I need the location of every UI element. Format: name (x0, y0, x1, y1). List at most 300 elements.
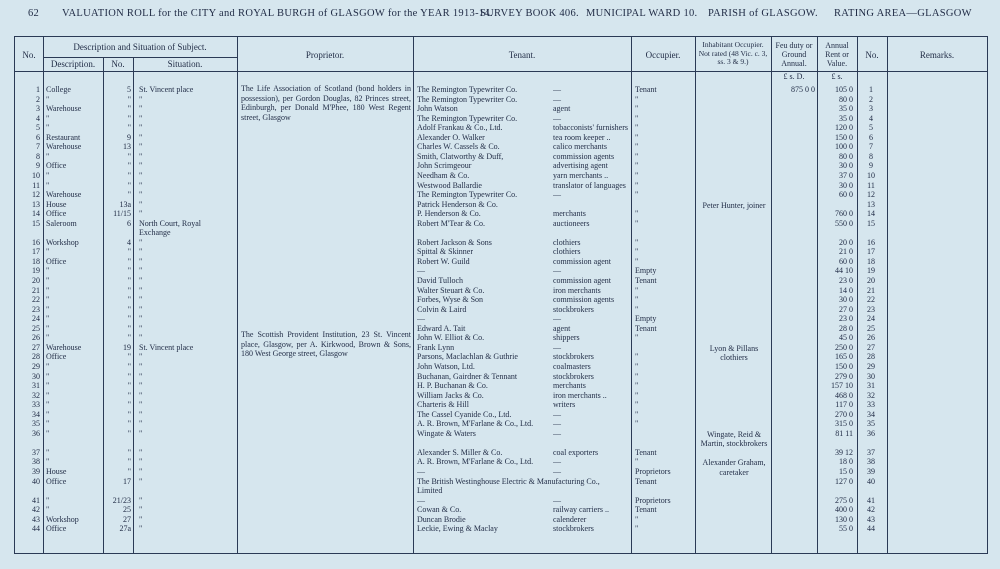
row-tenant-occupation: — (553, 428, 561, 438)
row-description: " (46, 428, 50, 438)
table-row (15, 343, 987, 353)
row-annual-rent: 315 0 (835, 419, 853, 429)
row-tenant-occupation: — (553, 113, 561, 123)
table-row (15, 362, 987, 372)
row-occupier: " (635, 256, 639, 266)
row-number-right: 11 (867, 180, 875, 190)
row-tenant: The Remington Typewriter Co. (417, 85, 518, 94)
row-annual-rent: 130 0 (835, 514, 853, 524)
row-situation: " (139, 409, 143, 419)
row-street-number: " (127, 123, 131, 133)
row-occupier: " (635, 209, 639, 219)
row-street-number: " (127, 361, 131, 371)
row-tenant-occupation: — (553, 419, 561, 429)
row-tenant-occupation: translator of languages (553, 180, 626, 190)
row-annual-rent: 80 0 (839, 94, 853, 104)
row-street-number: " (127, 94, 131, 104)
page-number: 62 (28, 8, 40, 19)
table-row (15, 228, 987, 238)
row-occupier: " (635, 457, 639, 467)
row-annual-rent: 35 0 (839, 104, 853, 114)
row-description: Workshop (46, 514, 79, 524)
row-tenant: — (417, 467, 425, 476)
row-description: " (46, 276, 50, 285)
row-number-right: 19 (867, 266, 875, 276)
row-number-right: 31 (867, 381, 875, 391)
row-description: Office (46, 256, 67, 266)
row-annual-rent: 400 0 (835, 505, 853, 515)
row-occupier: " (635, 361, 639, 371)
row-street-number: " (127, 409, 131, 419)
table-row (15, 219, 987, 229)
row-number: 41 (32, 495, 40, 505)
row-number: 1 (36, 85, 40, 94)
row-tenant: Cowan & Co. (417, 505, 462, 515)
row-annual-rent: 120 0 (835, 123, 853, 133)
row-number: 36 (32, 428, 40, 438)
row-description: " (46, 151, 50, 161)
row-number: 30 (32, 371, 40, 381)
row-tenant: Needham & Co. (417, 170, 470, 180)
row-number-right: 24 (867, 314, 875, 324)
row-situation: " (139, 333, 143, 343)
row-tenant-occupation: tobacconists' furnishers (553, 123, 628, 133)
row-situation: " (139, 304, 143, 314)
row-tenant: Adolf Frankau & Co., Ltd. (417, 123, 503, 133)
row-street-number: " (127, 457, 131, 467)
row-description: " (46, 400, 50, 410)
row-tenant: Limited (417, 486, 443, 496)
row-number-right: 6 (869, 132, 873, 142)
row-description: Restaurant (46, 132, 81, 142)
table-row (15, 305, 987, 315)
row-description: Warehouse (46, 142, 82, 152)
row-tenant: Alexander S. Miller & Co. (417, 447, 503, 457)
row-situation: " (139, 123, 143, 133)
row-situation: " (139, 209, 143, 219)
row-number: 4 (36, 113, 40, 123)
row-occupier: " (635, 285, 639, 295)
row-tenant: John W. Elliot & Co. (417, 333, 485, 343)
row-description: " (46, 495, 50, 505)
row-annual-rent: 15 0 (839, 467, 853, 476)
row-tenant-occupation: — (553, 467, 561, 476)
row-tenant: Walter Steuart & Co. (417, 285, 485, 295)
row-description: " (46, 409, 50, 419)
row-situation: " (139, 361, 143, 371)
row-description: College (46, 85, 71, 94)
row-description: " (46, 94, 50, 104)
table-row (15, 123, 987, 133)
row-number-right: 7 (869, 142, 873, 152)
row-number: 38 (32, 457, 40, 467)
table-row (15, 515, 987, 525)
row-number-right: 1 (869, 85, 873, 94)
table-row (15, 85, 987, 95)
row-number: 8 (36, 151, 40, 161)
row-tenant: John Watson (417, 104, 458, 114)
row-tenant: Spittal & Skinner (417, 247, 473, 257)
row-description: Office (46, 476, 67, 486)
row-tenant: Buchanan, Gairdner & Tennant (417, 371, 518, 381)
row-street-number: 19 (123, 342, 131, 352)
row-description: " (46, 266, 50, 276)
row-annual-rent: 270 0 (835, 409, 853, 419)
row-occupier: " (635, 190, 639, 200)
row-description: " (46, 361, 50, 371)
row-tenant-occupation: — (553, 314, 561, 324)
row-situation: " (139, 352, 143, 362)
row-situation: " (139, 381, 143, 391)
row-tenant: Patrick Henderson & Co. (417, 199, 498, 209)
row-situation: " (139, 428, 143, 438)
row-tenant-occupation: merchants (553, 381, 586, 391)
row-tenant: Robert M'Tear & Co. (417, 218, 485, 228)
row-tenant-occupation: agent (553, 104, 571, 114)
row-street-number: " (127, 113, 131, 123)
row-situation: " (139, 476, 143, 486)
row-number: 15 (32, 218, 40, 228)
row-number-right: 25 (867, 323, 875, 333)
row-number-right: 38 (867, 457, 875, 467)
table-row (15, 467, 987, 477)
row-tenant-occupation: stockbrokers (553, 352, 594, 362)
row-tenant-occupation: shippers (553, 333, 580, 343)
row-street-number: " (127, 285, 131, 295)
row-number-right: 3 (869, 104, 873, 114)
row-occupier: " (635, 237, 639, 247)
row-number-right: 44 (867, 524, 875, 534)
row-situation: " (139, 323, 143, 333)
row-situation: " (139, 104, 143, 114)
table-row (15, 286, 987, 296)
col-header-description: Description. (50, 59, 96, 69)
roll-title: VALUATION ROLL for the CITY and ROYAL BURGH of GLASGOW for the YEAR 1913-14. (62, 8, 493, 19)
row-situation: " (139, 285, 143, 295)
col-header-number: No. (111, 59, 125, 69)
row-number: 23 (32, 304, 40, 314)
row-description: " (46, 457, 50, 467)
table-row (15, 429, 987, 439)
table-row (15, 352, 987, 362)
row-street-number: " (127, 266, 131, 276)
row-tenant: Wingate & Waters (417, 428, 476, 438)
page-header (28, 8, 978, 24)
row-street-number: " (127, 247, 131, 257)
row-occupier: " (635, 161, 639, 171)
row-number: 37 (32, 447, 40, 457)
row-number-right: 21 (867, 285, 875, 295)
row-tenant-occupation: stockbrokers (553, 304, 594, 314)
rent-currency: £ s. (831, 72, 843, 81)
table-row (15, 372, 987, 382)
row-occupier: Empty (635, 314, 657, 324)
survey-book: SURVEY BOOK 406. (480, 8, 579, 19)
row-number-right: 33 (867, 400, 875, 410)
col-header-no: No. (22, 50, 36, 60)
row-annual-rent: 39 12 (835, 447, 853, 457)
row-street-number: " (127, 180, 131, 190)
row-description: " (46, 419, 50, 429)
row-description: " (46, 285, 50, 295)
row-street-number: " (127, 161, 131, 171)
inhabitant-note: Wingate, Reid & Martin, stockbrokers (700, 429, 768, 449)
row-description: " (46, 247, 50, 257)
valuation-table (14, 36, 988, 554)
row-number: 28 (32, 352, 40, 362)
row-number: 5 (36, 123, 40, 133)
row-number: 12 (32, 190, 40, 200)
table-row (15, 209, 987, 219)
municipal-ward: MUNICIPAL WARD 10. (586, 8, 698, 19)
row-occupier: Tenant (635, 447, 657, 457)
table-row (15, 133, 987, 143)
row-number-right: 15 (867, 218, 875, 228)
row-tenant-occupation: — (553, 495, 561, 505)
row-occupier: " (635, 390, 639, 400)
row-number-right: 40 (867, 476, 875, 486)
parish: PARISH of GLASGOW. (708, 8, 818, 19)
row-tenant-occupation: agent (553, 323, 571, 333)
row-street-number: " (127, 276, 131, 285)
inhabitant-note: Lyon & Pillans clothiers (709, 343, 759, 363)
row-occupier: " (635, 104, 639, 114)
row-tenant: — (417, 495, 425, 505)
row-situation: " (139, 237, 143, 247)
row-situation: " (139, 314, 143, 324)
row-annual-rent: 30 0 (839, 295, 853, 305)
row-occupier: Empty (635, 266, 657, 276)
row-tenant-occupation: — (553, 266, 561, 276)
row-description: Warehouse (46, 342, 82, 352)
row-number-right: 22 (867, 295, 875, 305)
row-annual-rent: 44 10 (835, 266, 853, 276)
row-situation: St. Vincent place (139, 342, 194, 352)
row-annual-rent: 81 11 (835, 428, 853, 438)
row-tenant: Charles W. Cassels & Co. (417, 142, 500, 152)
row-number: 7 (36, 142, 40, 152)
row-street-number: 13a (119, 199, 131, 209)
row-situation: " (139, 161, 143, 171)
row-situation: " (139, 295, 143, 305)
row-street-number: 17 (123, 476, 131, 486)
row-annual-rent: 80 0 (839, 151, 853, 161)
row-tenant: John Scrimgeour (417, 161, 472, 171)
row-situation: " (139, 151, 143, 161)
table-row (15, 181, 987, 191)
row-annual-rent: 275 0 (835, 495, 853, 505)
row-tenant-occupation: auctioneers (553, 218, 590, 228)
row-number-right: 30 (867, 371, 875, 381)
row-occupier: " (635, 352, 639, 362)
row-number-right: 35 (867, 419, 875, 429)
row-description: " (46, 123, 50, 133)
row-description: House (46, 199, 67, 209)
row-occupier: " (635, 295, 639, 305)
row-situation: " (139, 190, 143, 200)
row-tenant: John Watson, Ltd. (417, 361, 475, 371)
row-occupier: Tenant (635, 505, 657, 515)
row-number: 29 (32, 361, 40, 371)
row-street-number: " (127, 151, 131, 161)
row-occupier: " (635, 113, 639, 123)
row-street-number: 4 (127, 237, 131, 247)
row-tenant: Charteris & Hill (417, 400, 469, 410)
row-annual-rent: 760 0 (835, 209, 853, 219)
row-annual-rent: 127 0 (835, 476, 853, 486)
row-occupier: " (635, 381, 639, 391)
table-row (15, 114, 987, 124)
row-number-right: 20 (867, 276, 875, 285)
row-description: " (46, 180, 50, 190)
row-tenant-occupation: stockbrokers (553, 524, 594, 534)
row-situation: " (139, 419, 143, 429)
row-tenant-occupation: commission agent (553, 276, 611, 285)
row-situation: St. Vincent place (139, 85, 194, 94)
row-description: Workshop (46, 237, 79, 247)
row-description: Saleroom (46, 218, 77, 228)
table-row (15, 496, 987, 506)
feu-currency: £ s. D. (783, 72, 805, 81)
row-situation: " (139, 113, 143, 123)
row-number: 22 (32, 295, 40, 305)
col-header-feu-duty: Feu duty or Ground Annual. (775, 41, 813, 68)
row-description: " (46, 505, 50, 515)
row-situation: " (139, 495, 143, 505)
row-number: 6 (36, 132, 40, 142)
row-street-number: 13 (123, 142, 131, 152)
row-situation: " (139, 266, 143, 276)
row-annual-rent: 250 0 (835, 342, 853, 352)
row-occupier: " (635, 524, 639, 534)
row-annual-rent: 23 0 (839, 276, 853, 285)
row-tenant: Alexander O. Walker (417, 132, 485, 142)
row-number-right: 5 (869, 123, 873, 133)
row-street-number: " (127, 304, 131, 314)
row-situation: " (139, 256, 143, 266)
row-description: " (46, 447, 50, 457)
row-number-right: 9 (869, 161, 873, 171)
row-number-right: 17 (867, 247, 875, 257)
row-annual-rent: 60 0 (839, 256, 853, 266)
row-number-right: 36 (867, 428, 875, 438)
table-row (15, 171, 987, 181)
row-annual-rent: 150 0 (835, 361, 853, 371)
row-number: 9 (36, 161, 40, 171)
row-number: 40 (32, 476, 40, 486)
proprietor-scottish-provident: The Scottish Provident Institution, 23 St. Vincent place, Glasgow, per A. Kirkwood, Brown & Sons, 180 West George street, Glasgow (241, 330, 411, 358)
row-annual-rent: 117 0 (835, 400, 853, 410)
table-row (15, 381, 987, 391)
row-tenant-occupation: — (553, 190, 561, 200)
row-annual-rent: 18 0 (839, 457, 853, 467)
row-street-number: " (127, 428, 131, 438)
table-row (15, 438, 987, 448)
row-street-number: " (127, 104, 131, 114)
table-row (15, 152, 987, 162)
row-tenant: Leckie, Ewing & Maclay (417, 524, 498, 534)
row-number: 3 (36, 104, 40, 114)
row-street-number: " (127, 381, 131, 391)
row-number-right: 23 (867, 304, 875, 314)
row-number-right: 10 (867, 170, 875, 180)
row-tenant-occupation: — (553, 457, 561, 467)
row-situation: " (139, 390, 143, 400)
row-tenant-occupation: clothiers (553, 237, 581, 247)
row-number: 13 (32, 199, 40, 209)
row-tenant-occupation: merchants (553, 209, 586, 219)
table-row (15, 95, 987, 105)
row-occupier: " (635, 151, 639, 161)
row-number: 17 (32, 247, 40, 257)
row-description: House (46, 467, 67, 476)
row-occupier: " (635, 409, 639, 419)
row-number: 24 (32, 314, 40, 324)
row-occupier: " (635, 371, 639, 381)
row-annual-rent: 45 0 (839, 333, 853, 343)
inhabitant-note: Peter Hunter, joiner (702, 200, 766, 210)
row-number: 35 (32, 419, 40, 429)
row-tenant-occupation: iron merchants (553, 285, 601, 295)
row-description: " (46, 371, 50, 381)
row-occupier: " (635, 132, 639, 142)
row-tenant-occupation: writers (553, 400, 576, 410)
table-row (15, 190, 987, 200)
row-tenant: P. Henderson & Co. (417, 209, 481, 219)
row-tenant-occupation: railway carriers .. (553, 505, 609, 515)
row-number: 34 (32, 409, 40, 419)
row-tenant-occupation: commission agents (553, 295, 615, 305)
row-number-right: 16 (867, 237, 875, 247)
row-tenant: A. R. Brown, M'Farlane & Co., Ltd. (417, 457, 534, 467)
row-street-number: " (127, 190, 131, 200)
table-row (15, 276, 987, 286)
row-number-right: 26 (867, 333, 875, 343)
row-number: 32 (32, 390, 40, 400)
row-number-right: 13 (867, 199, 875, 209)
row-street-number: 5 (127, 85, 131, 94)
row-tenant: — (417, 314, 425, 324)
row-number-right: 4 (869, 113, 873, 123)
row-occupier: Tenant (635, 276, 657, 285)
row-tenant-occupation: — (553, 342, 561, 352)
row-annual-rent: 150 0 (835, 132, 853, 142)
row-description: " (46, 314, 50, 324)
row-situation: " (139, 447, 143, 457)
row-tenant-occupation: coal exporters (553, 447, 599, 457)
row-number: 19 (32, 266, 40, 276)
row-tenant-occupation: calico merchants (553, 142, 607, 152)
row-occupier: " (635, 514, 639, 524)
row-description: " (46, 304, 50, 314)
table-row (15, 410, 987, 420)
row-number-right: 34 (867, 409, 875, 419)
row-situation: North Court, Royal (139, 218, 201, 228)
row-tenant: Parsons, Maclachlan & Guthrie (417, 352, 518, 362)
row-situation: " (139, 132, 143, 142)
row-annual-rent: 165 0 (835, 352, 853, 362)
col-header-proprietor: Proprietor. (305, 50, 345, 60)
row-situation: " (139, 247, 143, 257)
row-annual-rent: 157 10 (831, 381, 853, 391)
row-tenant: Colvin & Laird (417, 304, 467, 314)
table-row (15, 486, 987, 496)
row-situation: " (139, 199, 143, 209)
row-description: " (46, 170, 50, 180)
col-header-desc-group: Description and Situation of Subject. (73, 42, 207, 52)
row-number-right: 39 (867, 467, 875, 476)
row-tenant: The Remington Typewriter Co. (417, 94, 518, 104)
